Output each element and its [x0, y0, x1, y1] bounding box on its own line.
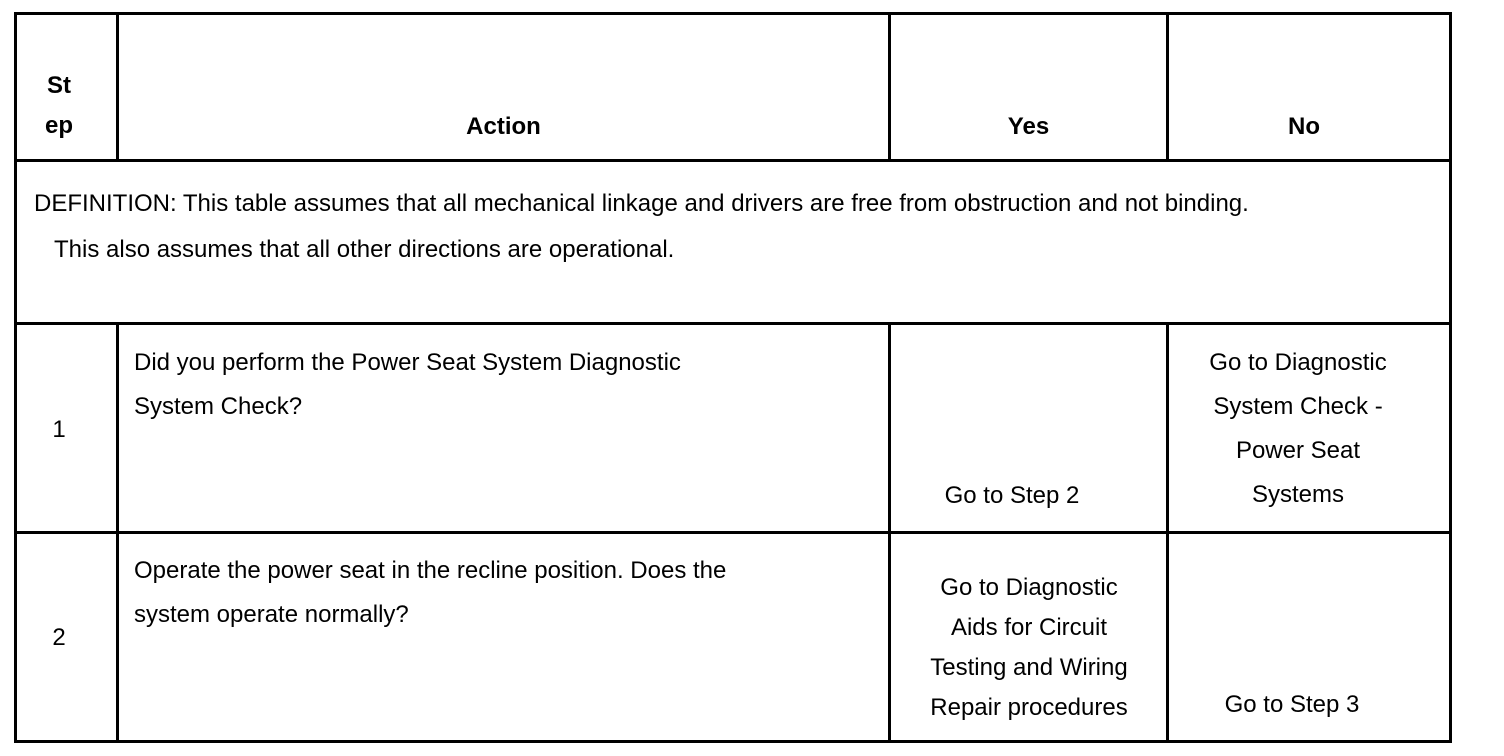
- row-2-step: 2: [52, 624, 66, 651]
- row-2-no: Go to Step 3: [1224, 691, 1360, 718]
- row-1-action: Did you perform the Power Seat System Diagnostic System Check?: [134, 349, 681, 420]
- row-2-action: Operate the power seat in the recline position. Does the system operate normally?: [134, 557, 727, 628]
- header-action: Action: [466, 113, 541, 140]
- header-step: St ep: [44, 72, 73, 139]
- row-1-step: 1: [52, 416, 66, 443]
- row-1-no: Go to Diagnostic System Check - Power Seat Systems: [1209, 349, 1387, 508]
- definition-line-1: DEFINITION: This table assumes that all mechanical linkage and drivers are free from obstruction and not binding.: [34, 190, 1249, 217]
- row-divider-definition: [14, 322, 1452, 325]
- row-2-yes: Go to Diagnostic Aids for Circuit Testing and Wiring Repair procedures: [930, 574, 1128, 721]
- definition-text: [34, 181, 1444, 273]
- row-1-yes: Go to Step 2: [944, 482, 1080, 509]
- row-divider-row1: [14, 531, 1452, 534]
- row-divider-header: [14, 159, 1452, 162]
- header-yes: Yes: [1007, 113, 1050, 140]
- definition-line-2: This also assumes that all other directions are operational.: [54, 236, 675, 263]
- header-no: No: [1288, 113, 1320, 140]
